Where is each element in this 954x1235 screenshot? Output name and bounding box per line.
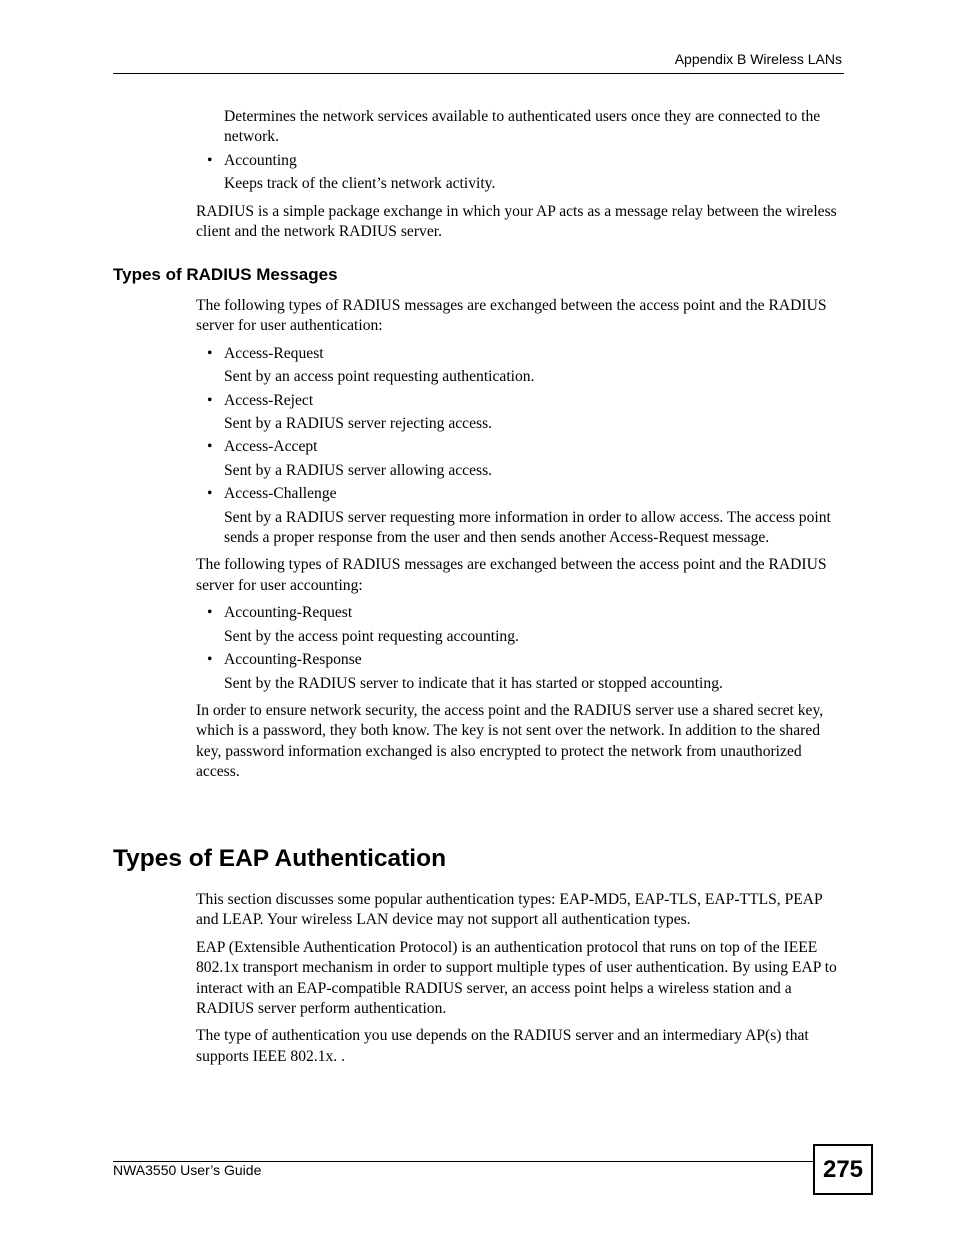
bullet-item bbox=[196, 650, 842, 670]
radius-section bbox=[196, 296, 842, 783]
bullet-icon: • bbox=[207, 391, 213, 409]
chapter-heading: Types of EAP Authentication bbox=[113, 845, 447, 872]
paragraph: The following types of RADIUS messages are exchanged between the access point and the RADIUS server for user accounting: bbox=[196, 556, 827, 594]
bullet-icon: • bbox=[207, 604, 213, 622]
bullet-icon: • bbox=[207, 651, 213, 669]
bullet-item bbox=[196, 437, 842, 457]
bullet-term: Accounting bbox=[224, 151, 297, 169]
bullet-item bbox=[196, 344, 842, 364]
page-number: 275 bbox=[813, 1144, 873, 1195]
eap-section bbox=[196, 890, 842, 1067]
bullet-icon: • bbox=[207, 485, 213, 503]
bullet-icon: • bbox=[207, 151, 213, 169]
bullet-description: Keeps track of the client’s network activity. bbox=[224, 175, 496, 193]
bullet-term: Access-Accept bbox=[224, 438, 318, 456]
top-section bbox=[196, 107, 842, 242]
bullet-term: Access-Challenge bbox=[224, 485, 337, 503]
bullet-term: Access-Reject bbox=[224, 391, 314, 409]
bullet-item bbox=[196, 603, 842, 623]
bullet-item bbox=[196, 391, 842, 411]
section-heading: Types of RADIUS Messages bbox=[113, 265, 338, 284]
paragraph: EAP (Extensible Authentication Protocol) is an authentication protocol that runs on top of the IEEE 802.1x transport mechanism in order to support multiple types of user authentication. By using EAP to interact with an EAP-compatible RADIUS server, an access point helps a wireless station and a RADIUS server perform authentication. bbox=[196, 938, 837, 1018]
paragraph: Determines the network services available to authenticated users once they are connected to the network. bbox=[224, 108, 821, 146]
bullet-description: Sent by the RADIUS server to indicate that it has started or stopped accounting. bbox=[224, 674, 723, 692]
bullet-item bbox=[196, 151, 842, 171]
bullet-description: Sent by a RADIUS server rejecting access. bbox=[224, 415, 493, 433]
bullet-description: Sent by an access point requesting authentication. bbox=[224, 368, 535, 386]
header-rule bbox=[113, 73, 844, 74]
bullet-term: Access-Request bbox=[224, 344, 324, 362]
paragraph: This section discusses some popular authentication types: EAP-MD5, EAP-TLS, EAP-TTLS, PEAP and LEAP. Your wireless LAN device may not support all authentication types. bbox=[196, 891, 823, 929]
bullet-icon: • bbox=[207, 344, 213, 362]
bullet-item bbox=[196, 484, 842, 504]
running-header: Appendix B Wireless LANs bbox=[674, 51, 842, 67]
bullet-term: Accounting-Response bbox=[224, 651, 362, 669]
bullet-icon: • bbox=[207, 438, 213, 456]
paragraph: In order to ensure network security, the access point and the RADIUS server use a shared secret key, which is a password, they both know. The key is not sent over the network. In addition to the shared key, password information exchanged is also encrypted to protect the network from unauthorized access. bbox=[196, 701, 824, 781]
paragraph: The type of authentication you use depends on the RADIUS server and an intermediary AP(s) that supports IEEE 802.1x. . bbox=[196, 1027, 809, 1065]
bullet-description: Sent by the access point requesting accounting. bbox=[224, 627, 519, 645]
footer-guide-title: NWA3550 User’s Guide bbox=[113, 1162, 262, 1178]
paragraph: RADIUS is a simple package exchange in which your AP acts as a message relay between the wireless client and the network RADIUS server. bbox=[196, 202, 837, 241]
bullet-description: Sent by a RADIUS server allowing access. bbox=[224, 461, 493, 479]
paragraph: The following types of RADIUS messages are exchanged between the access point and the RADIUS server for user authentication: bbox=[196, 297, 827, 335]
bullet-term: Accounting-Request bbox=[224, 604, 353, 622]
bullet-description: Sent by a RADIUS server requesting more information in order to allow access. The access point sends a proper response from the user and then sends another Access-Request message. bbox=[224, 508, 831, 547]
